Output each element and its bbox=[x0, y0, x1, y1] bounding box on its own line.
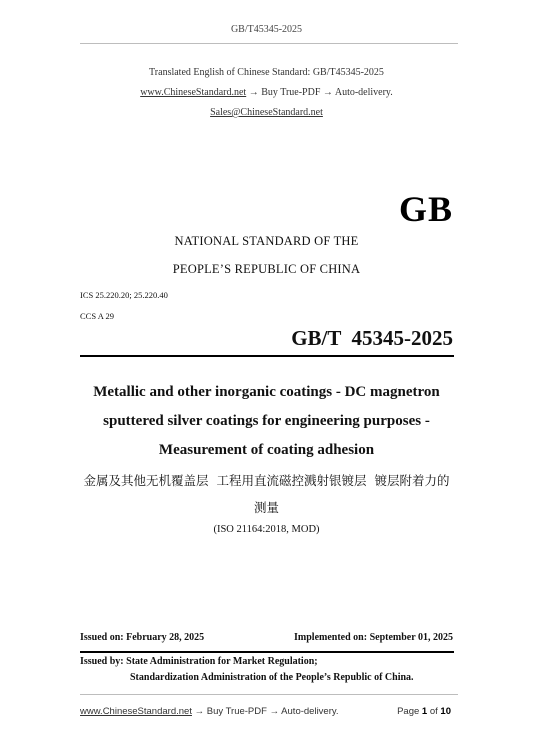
iso-reference: (ISO 21164:2018, MOD) bbox=[213, 524, 320, 535]
buy-text: → Buy True-PDF → Auto-delivery. bbox=[246, 87, 393, 98]
footer-divider bbox=[80, 694, 458, 695]
issued-date: Issued on: February 28, 2025 bbox=[80, 632, 205, 643]
buy-line bbox=[0, 87, 533, 98]
site-link[interactable]: www.ChineseStandard.net bbox=[140, 87, 247, 98]
standard-number: GB/T 45345-2025 bbox=[291, 326, 453, 350]
implemented-date: Implemented on: September 01, 2025 bbox=[294, 632, 453, 643]
sales-email-link[interactable]: Sales@ChineseStandard.net bbox=[210, 107, 323, 118]
title-cn-line-2: 测量 bbox=[253, 500, 279, 515]
page-indicator bbox=[397, 706, 451, 717]
page-current: 1 bbox=[421, 706, 428, 717]
page-label: Page bbox=[397, 706, 420, 717]
gb-logo: GB bbox=[398, 189, 453, 229]
authority-line-1: NATIONAL STANDARD OF THE bbox=[174, 234, 359, 248]
issuer-line-1: Issued by: State Administration for Market Regulation; bbox=[80, 656, 318, 667]
page-total: 10 bbox=[440, 706, 451, 717]
footer-buy-text: → Buy True-PDF → Auto-delivery. bbox=[191, 706, 339, 717]
title-en-line-3: Measurement of coating adhesion bbox=[158, 442, 375, 458]
issuer-line-2: Standardization Administration of the People’s Republic of China. bbox=[130, 672, 414, 683]
footer-buy-line bbox=[80, 706, 339, 717]
email-line bbox=[0, 107, 533, 118]
authority-line-2: PEOPLE’S REPUBLIC OF CHINA bbox=[172, 262, 361, 276]
title-en-line-2: sputtered silver coatings for engineering purposes - bbox=[103, 413, 430, 429]
title-divider bbox=[80, 355, 454, 357]
title-cn-line-1: 金属及其他无机覆盖层 工程用直流磁控溅射银镀层 镀层附着力的 bbox=[83, 473, 450, 488]
footer-site-link[interactable]: www.ChineseStandard.net bbox=[80, 706, 192, 717]
ics-code: ICS 25.220.20; 25.220.40 bbox=[80, 290, 168, 300]
page-of: of bbox=[429, 706, 438, 717]
dates-divider bbox=[80, 651, 454, 653]
ccs-code: CCS A 29 bbox=[80, 311, 115, 321]
title-en-line-1: Metallic and other inorganic coatings - DC magnetron bbox=[93, 384, 440, 400]
running-header: GB/T45345-2025 bbox=[230, 24, 303, 35]
translation-notice: Translated English of Chinese Standard: GB/T45345-2025 bbox=[149, 67, 384, 78]
header-divider bbox=[80, 43, 458, 44]
